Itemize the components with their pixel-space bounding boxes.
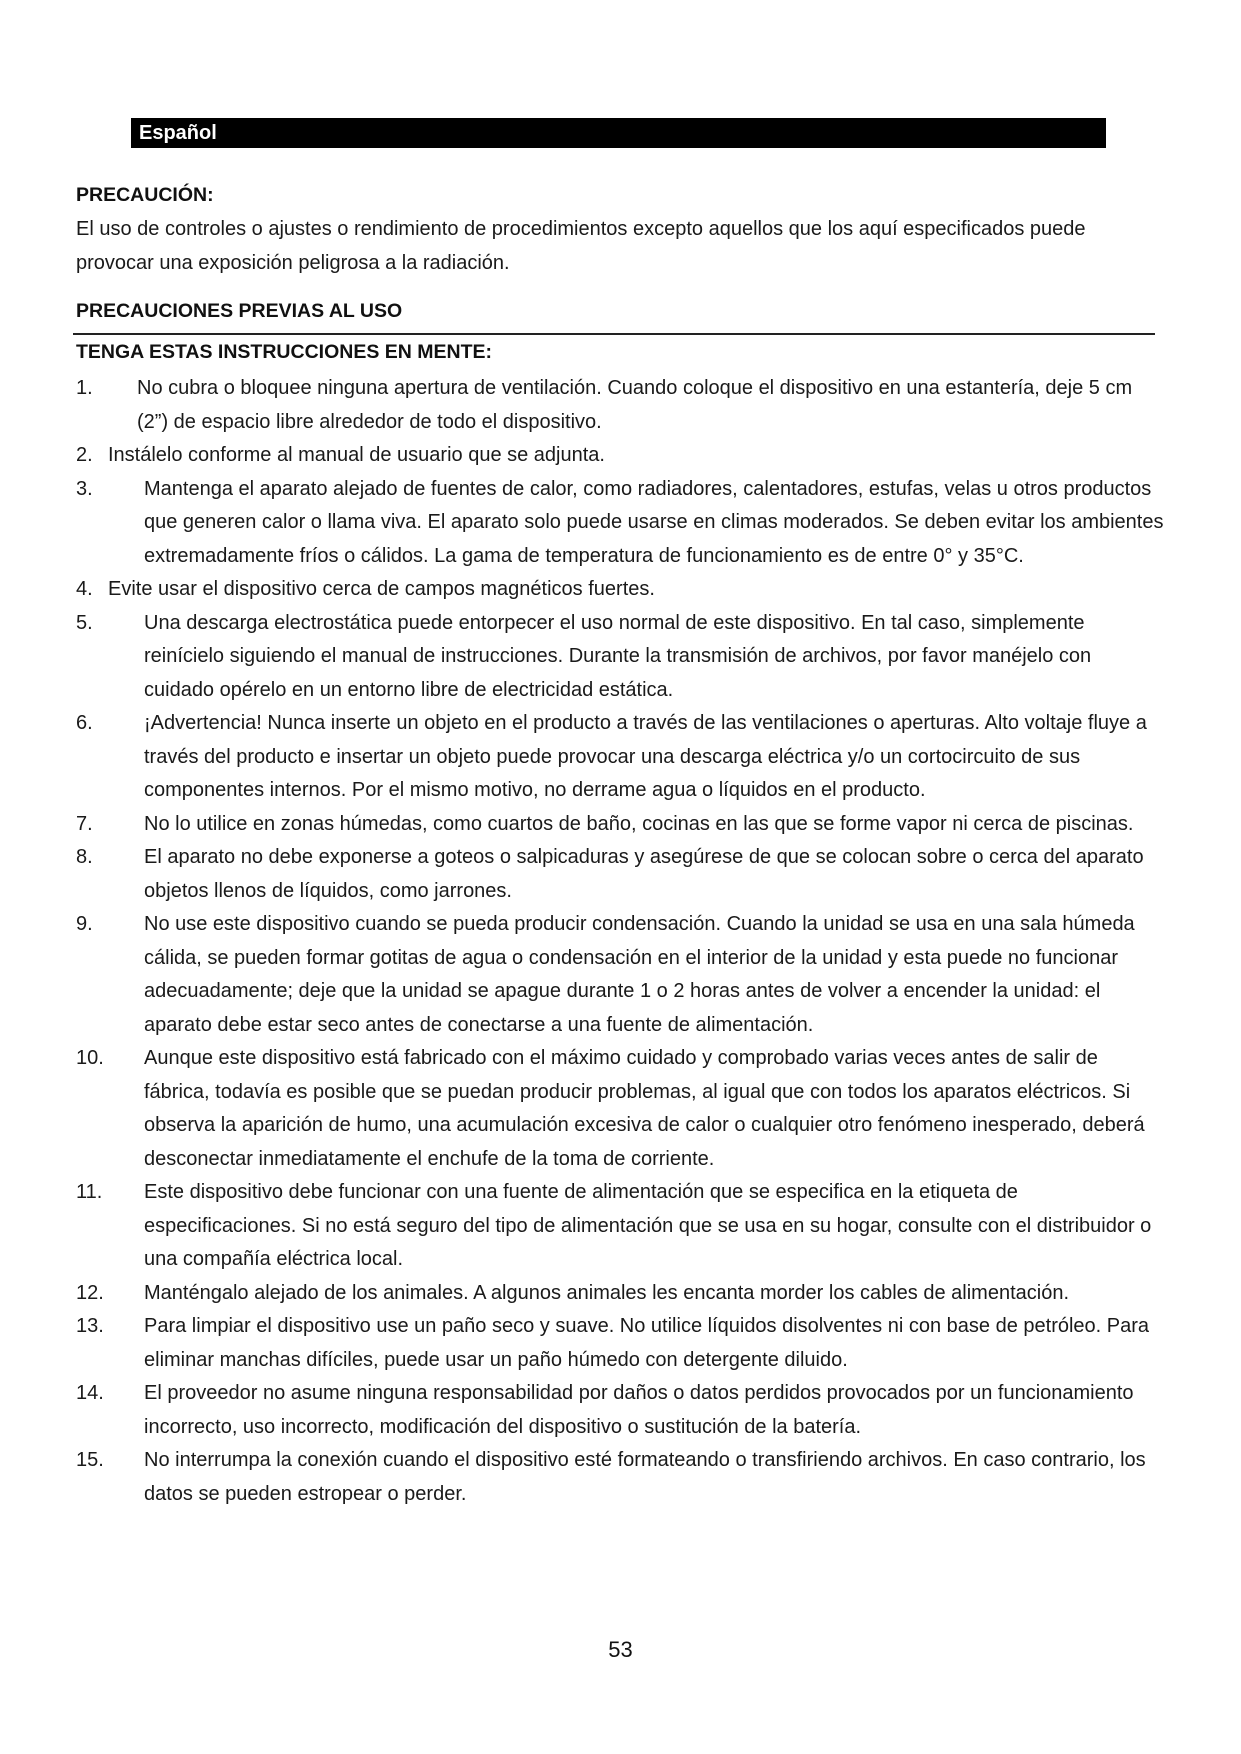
list-item-number: 6.	[76, 712, 93, 734]
list-item-number: 13.	[76, 1315, 104, 1337]
list-item	[76, 1377, 1166, 1444]
language-label: Español	[139, 122, 217, 144]
list-item-number: 11.	[76, 1181, 103, 1203]
list-item	[76, 473, 1166, 574]
list-item-text: Evite usar el dispositivo cerca de campos magnéticos fuertes.	[108, 578, 655, 600]
language-header-bar	[131, 118, 1106, 148]
list-item-number: 14.	[76, 1382, 104, 1404]
list-item-number: 2.	[76, 444, 93, 466]
list-item-number: 4.	[76, 578, 93, 600]
list-item-text: Para limpiar el dispositivo use un paño seco y suave. No utilice líquidos disolventes ni con base de petróleo. Para eliminar manchas difíciles, puede usar un paño húmedo con detergente diluido.	[144, 1315, 1150, 1371]
list-item	[76, 1277, 1166, 1311]
list-item-text: No cubra o bloquee ninguna apertura de ventilación. Cuando coloque el dispositivo en una estantería, deje 5 cm (2”) de espacio libre alrededor de todo el dispositivo.	[137, 377, 1133, 433]
list-item	[76, 808, 1166, 842]
section-divider	[73, 333, 1155, 335]
list-item-number: 1.	[76, 377, 93, 399]
list-item	[76, 1042, 1166, 1176]
list-item-number: 12.	[76, 1281, 104, 1304]
list-item-text: Manténgalo alejado de los animales. A algunos animales les encanta morder los cables de alimentación.	[144, 1281, 1070, 1304]
list-item-text: Este dispositivo debe funcionar con una fuente de alimentación que se especifica en la etiqueta de especificaciones. Si no está seguro del tipo de alimentación que se usa en su hogar, consulte con el distribuidor o una compañía eléctrica local.	[144, 1181, 1152, 1270]
list-item-number: 7.	[76, 812, 93, 835]
list-item-number: 5.	[76, 611, 93, 634]
list-item	[76, 1310, 1166, 1377]
list-item	[76, 372, 1166, 439]
caution-title: PRECAUCIÓN:	[76, 184, 214, 206]
list-item-text: No interrumpa la conexión cuando el dispositivo esté formateando o transfiriendo archivos. En caso contrario, los datos se pueden estropear o perder.	[144, 1449, 1146, 1505]
list-item-text: El aparato no debe exponerse a goteos o salpicaduras y asegúrese de que se colocan sobre o cerca del aparato objetos llenos de líquidos, como jarrones.	[144, 846, 1144, 902]
caution-text: El uso de controles o ajustes o rendimiento de procedimientos excepto aquellos que los aquí especificados puede provocar una exposición peligrosa a la radiación.	[76, 218, 1086, 274]
list-item-text: No use este dispositivo cuando se pueda producir condensación. Cuando la unidad se usa en una sala húmeda cálida, se pueden formar gotitas de agua o condensación en el interior de la unidad y esta puede no funcionar adecuadamente; deje que la unidad se apague durante 1 o 2 horas antes de volver a encender la unidad: el aparato debe estar seco antes de conectarse a una fuente de alimentación.	[144, 913, 1135, 1036]
list-item-text: ¡Advertencia! Nunca inserte un objeto en el producto a través de las ventilaciones o aperturas. Alto voltaje fluye a través del producto e insertar un objeto puede provocar una descarga eléctrica y/o un cortocircuito de sus componentes internos. Por el mismo motivo, no derrame agua o líquidos en el producto.	[144, 712, 1147, 801]
list-item	[76, 908, 1166, 1042]
list-item-number: 8.	[76, 846, 93, 868]
list-item-text: Instálelo conforme al manual de usuario que se adjunta.	[108, 444, 605, 466]
list-item	[76, 707, 1166, 808]
page-number: 53	[608, 1637, 633, 1662]
list-item-number: 3.	[76, 477, 93, 500]
list-item	[76, 439, 1166, 473]
list-item	[76, 1444, 1166, 1511]
list-item	[76, 841, 1166, 908]
precautions-heading: PRECAUCIONES PREVIAS AL USO	[76, 300, 403, 322]
list-item-text: Aunque este dispositivo está fabricado con el máximo cuidado y comprobado varias veces antes de salir de fábrica, todavía es posible que se puedan producir problemas, al igual que con todos los aparatos eléctricos. Si observa la aparición de humo, una acumulación excesiva de calor o cualquier otro fenómeno inesperado, deberá desconectar inmediatamente el enchufe de la toma de corriente.	[144, 1047, 1145, 1170]
list-item-text: No lo utilice en zonas húmedas, como cuartos de baño, cocinas en las que se forme vapor ni cerca de piscinas.	[144, 812, 1134, 835]
list-item-number: 10.	[76, 1047, 104, 1069]
instructions-heading: TENGA ESTAS INSTRUCCIONES EN MENTE:	[76, 341, 493, 363]
instructions-list	[76, 372, 1166, 1511]
list-item	[76, 607, 1166, 708]
list-item	[76, 573, 1166, 607]
list-item-number: 9.	[76, 913, 93, 935]
list-item-text: Mantenga el aparato alejado de fuentes de calor, como radiadores, calentadores, estufas, velas u otros productos que generen calor o llama viva. El aparato solo puede usarse en climas moderados. Se deben evitar los ambientes extremadamente fríos o cálidos. La gama de temperatura de funcionamiento es de entre 0° y 35°C.	[144, 477, 1164, 567]
list-item-number: 15.	[76, 1449, 104, 1471]
list-item	[76, 1176, 1166, 1277]
list-item-text: El proveedor no asume ninguna responsabilidad por daños o datos perdidos provocados por un funcionamiento incorrecto, uso incorrecto, modificación del dispositivo o sustitución de la batería.	[144, 1382, 1134, 1438]
list-item-text: Una descarga electrostática puede entorpecer el uso normal de este dispositivo. En tal caso, simplemente reinícielo siguiendo el manual de instrucciones. Durante la transmisión de archivos, por favor manéjelo con cuidado opérelo en un entorno libre de electricidad estática.	[144, 611, 1092, 701]
